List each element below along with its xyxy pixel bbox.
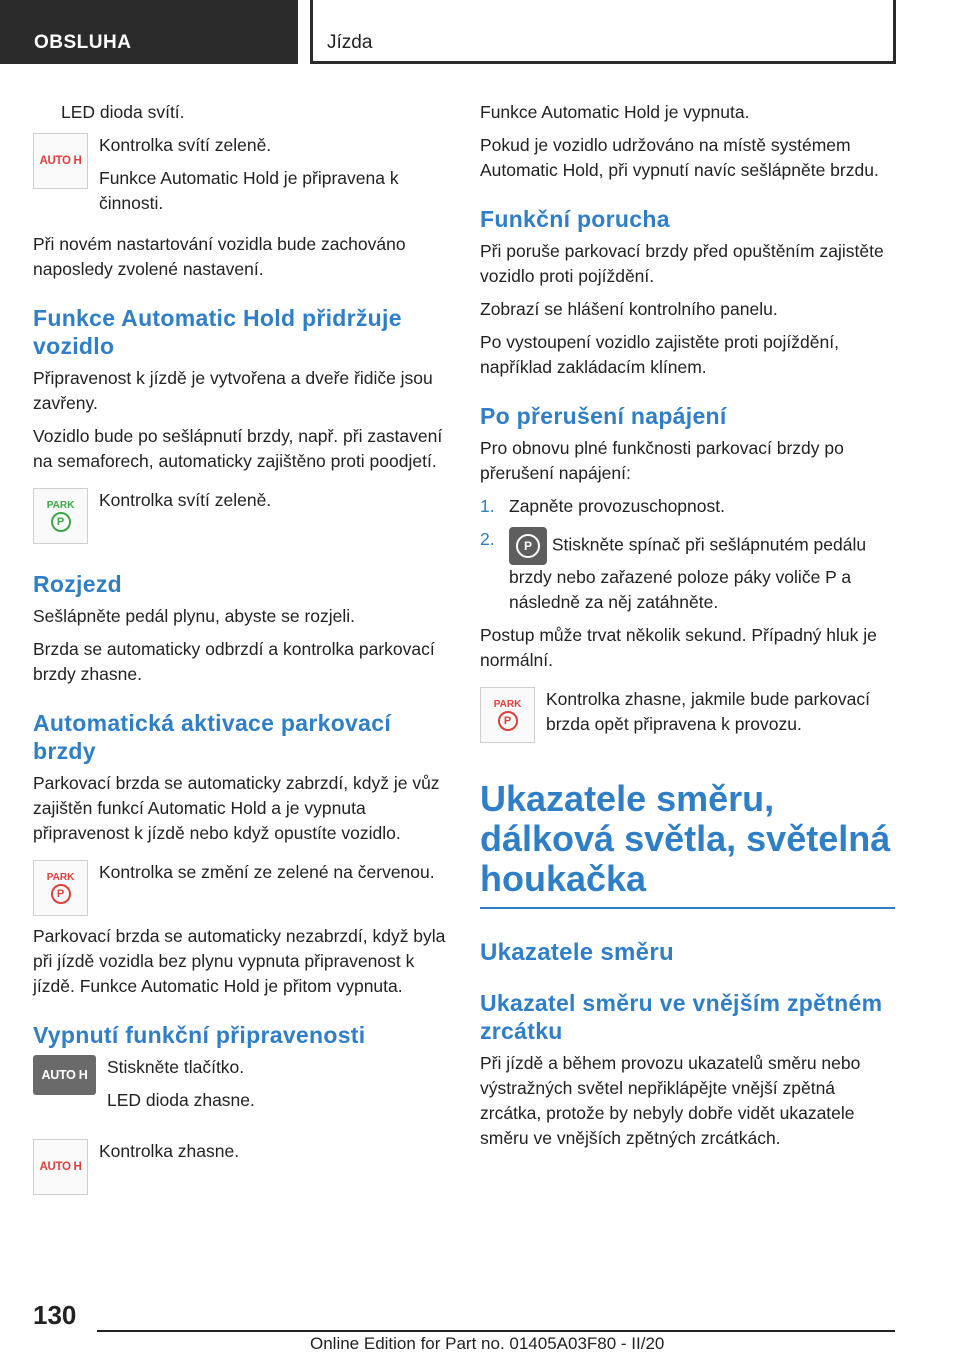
list-item: [480, 527, 895, 615]
section-title: OBSLUHA: [0, 0, 298, 64]
indicator-row-auto-h: [33, 133, 448, 224]
paragraph: Pokud je vozidlo udržováno na místě systémem Automatic Hold, při vypnutí navíc sešlápněte brzdu.: [480, 135, 879, 180]
park-brake-indicator-icon: PARK P: [33, 488, 88, 544]
edition-text: Online Edition for Part no. 01405A03F80 - II/20: [310, 1334, 665, 1353]
heading-deactivation: Vypnutí funkční připravenosti: [33, 1022, 366, 1048]
paragraph: Parkovací brzda se automaticky nezabrzdí, když byla při jízdě vozidla bez plynu vypnuta připravenost k jízdě. Funkce Automatic Hold je přitom vypnuta.: [33, 926, 446, 996]
paragraph: Při novém nastartování vozidla bude zachováno naposledy zvolené nastavení.: [33, 234, 406, 279]
paragraph: Brzda se automaticky odbrzdí a kontrolka parkovací brzdy zhasne.: [33, 639, 435, 684]
paragraph: Zobrazí se hlášení kontrolního panelu.: [480, 299, 778, 319]
step-number: 1.: [480, 496, 495, 516]
auto-h-indicator-icon: AUTO H: [33, 1139, 88, 1195]
button-row-auto-h: [33, 1055, 448, 1121]
heading-ukazatele: Ukazatele směru: [480, 939, 674, 966]
paragraph: Vozidlo bude po sešlápnutí brzdy, např. při zastavení na semaforech, automaticky zajištěno proti poodjetí.: [33, 426, 443, 471]
instruction-text: LED dioda zhasne.: [107, 1090, 255, 1110]
heading-napajeni: Po přerušení napájení: [480, 403, 727, 429]
park-brake-indicator-icon: PARK P: [33, 860, 88, 916]
chapter-heading: Ukazatele směru, dálková světla, světelná houkačka: [480, 778, 891, 899]
indicator-text: Kontrolka svítí zeleně.: [99, 135, 272, 155]
auto-h-indicator-icon: AUTO H: [33, 133, 88, 189]
indicator-row-park-green: [33, 488, 448, 544]
park-brake-indicator-icon: PARK P: [480, 687, 535, 743]
led-on-text: LED dioda svítí.: [61, 102, 185, 122]
heading-automatic-hold: Funkce Automatic Hold přidržuje vozidlo: [33, 305, 402, 359]
indicator-row-auto-h-off: [33, 1139, 448, 1195]
paragraph: Pro obnovu plné funkčnosti parkovací brzdy po přerušení napájení:: [480, 438, 844, 483]
indicator-row-park-red: [33, 860, 448, 916]
left-column: [33, 100, 448, 1203]
paragraph: Postup může trvat několik sekund. Případný hluk je normální.: [480, 625, 877, 670]
indicator-text: Kontrolka zhasne, jakmile bude parkovací brzda opět připravena k provozu.: [546, 689, 870, 734]
paragraph: Parkovací brzda se automaticky zabrzdí, když je vůz zajištěn funkcí Automatic Hold a je vypnuta připravenost k jízdě nebo když opustíte vozidlo.: [33, 773, 440, 843]
paragraph: Sešlápněte pedál plynu, abyste se rozjeli.: [33, 606, 356, 626]
paragraph: Funkce Automatic Hold je vypnuta.: [480, 102, 750, 122]
heading-rozjezd: Rozjezd: [33, 571, 122, 597]
heading-auto-activation: Automatická aktivace parkovací brzdy: [33, 710, 392, 764]
heading-divider: [480, 907, 895, 909]
indicator-text: Funkce Automatic Hold je připravena k činnosti.: [99, 168, 399, 213]
chapter-title: Jízda: [310, 0, 896, 64]
step-text: Zapněte provozuschopnost.: [509, 496, 725, 516]
step-number: 2.: [480, 529, 495, 549]
indicator-row-park-red: [480, 687, 895, 745]
page-number: 130: [33, 1300, 77, 1330]
paragraph: Při poruše parkovací brzdy před opuštěním zajistěte vozidlo proti pojíždění.: [480, 241, 884, 286]
indicator-text: Kontrolka zhasne.: [99, 1141, 240, 1161]
heading-porucha: Funkční porucha: [480, 206, 670, 232]
right-column: [480, 100, 895, 1159]
paragraph: Po vystoupení vozidlo zajistěte proti pojíždění, například zakládacím klínem.: [480, 332, 839, 377]
auto-h-button-icon: AUTO H: [33, 1055, 96, 1095]
steps-list: [480, 494, 895, 615]
heading-zrcatko: Ukazatel směru ve vnějším zpětném zrcátku: [480, 990, 883, 1044]
parking-brake-switch-icon: P: [509, 527, 547, 565]
indicator-text: Kontrolka svítí zeleně.: [99, 490, 272, 510]
list-item: [480, 494, 895, 519]
step-text: Stiskněte spínač při sešlápnutém pedálu brzdy nebo zařazené poloze páky voliče P a následně za něj zatáhněte.: [509, 534, 867, 612]
paragraph: Při jízdě a během provozu ukazatelů směru nebo výstražných světel nepřiklápějte vnější zpětná zrcátka, protože by nebyly dobře vidět ukazatele směru ve vnějších zpětných zrcátkách.: [480, 1053, 861, 1148]
footer-divider: [97, 1330, 895, 1332]
page-header: [0, 0, 960, 66]
instruction-text: Stiskněte tlačítko.: [107, 1057, 245, 1077]
indicator-text: Kontrolka se změní ze zelené na červenou.: [99, 862, 435, 882]
paragraph: Připravenost k jízdě je vytvořena a dveře řidiče jsou zavřeny.: [33, 368, 433, 413]
